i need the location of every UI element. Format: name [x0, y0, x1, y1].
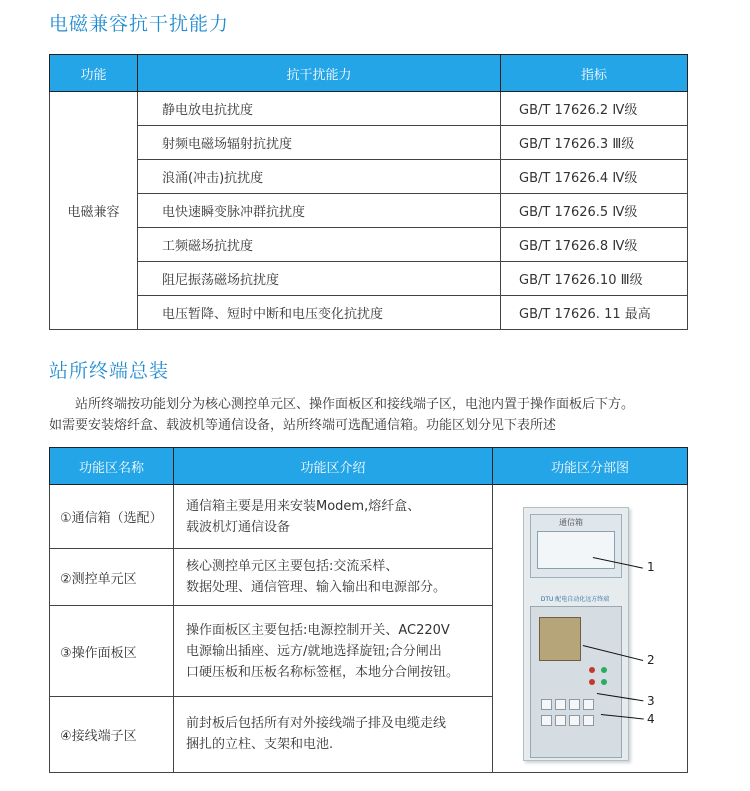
immunity-standard: GB/T 17626.5 Ⅳ级 [501, 194, 688, 228]
cabinet-figure [493, 485, 688, 772]
immunity-name: 射频电磁场辐射抗扰度 [138, 126, 501, 160]
terminal-icon [541, 699, 552, 710]
table-row [50, 262, 688, 296]
description-line: 通信箱主要是用来安装Modem,熔纤盒、 [186, 498, 421, 514]
immunity-standard: GB/T 17626. 11 最高 [501, 296, 688, 330]
table-row [50, 485, 688, 549]
station-intro-paragraph [49, 394, 699, 436]
zone-figure-cell [493, 485, 688, 773]
description-line: 口硬压板和压板名称标签框，本地分合闸按钮。 [186, 664, 460, 680]
terminal-icon [569, 699, 580, 710]
terminal-icon [541, 715, 552, 726]
table-row [50, 296, 688, 330]
immunity-name: 静电放电抗扰度 [138, 92, 501, 126]
knob-icon [589, 667, 595, 673]
terminal-icon [569, 715, 580, 726]
station-section-title: 站所终端总装 [49, 360, 170, 382]
emc-section-title: 电磁兼容抗干扰能力 [49, 13, 230, 35]
immunity-standard: GB/T 17626.10 Ⅲ级 [501, 262, 688, 296]
callout-number: 3 [647, 694, 655, 708]
function-cell: 电磁兼容 [50, 92, 138, 330]
header-zone-intro: 功能区介绍 [174, 448, 493, 485]
description-line: 载波机灯通信设备 [186, 519, 291, 535]
emc-table [49, 54, 688, 330]
knob-icon [589, 679, 595, 685]
header-immunity: 抗干扰能力 [138, 55, 501, 92]
description-line: 捆扎的立柱、支架和电池. [186, 737, 334, 753]
immunity-standard: GB/T 17626.8 Ⅳ级 [501, 228, 688, 262]
description-line: 核心测控单元区主要包括:交流采样、 [186, 559, 399, 575]
table-row [50, 194, 688, 228]
immunity-name: 电压暂降、短时中断和电压变化抗扰度 [138, 296, 501, 330]
zone-description [174, 485, 493, 549]
communication-box-window [537, 531, 615, 569]
cabinet-panel [530, 606, 622, 758]
table-row [50, 126, 688, 160]
zone-name: ②测控单元区 [50, 549, 174, 606]
callout-number: 1 [647, 560, 655, 574]
paragraph-line: 如需要安装熔纤盒、载波机等通信设备，站所终端可选配通信箱。功能区划分见下表所述 [49, 418, 557, 433]
dtu-cabinet-image [523, 507, 629, 761]
zone-description [174, 549, 493, 606]
immunity-name: 浪涌(冲击)抗扰度 [138, 160, 501, 194]
terminal-icon [555, 699, 566, 710]
header-indicator: 指标 [501, 55, 688, 92]
header-zone-name: 功能区名称 [50, 448, 174, 485]
cabinet-head-label: DTU 配电自动化远方终端 [540, 596, 610, 603]
immunity-name: 电快速瞬变脉冲群抗扰度 [138, 194, 501, 228]
table-row [50, 160, 688, 194]
knob-icon [601, 667, 607, 673]
zone-name: ①通信箱（选配） [50, 485, 174, 549]
header-zone-figure: 功能区分部图 [493, 448, 688, 485]
zone-name: ④接线端子区 [50, 696, 174, 772]
control-unit-rack [539, 617, 581, 661]
emc-table-header [50, 55, 688, 92]
callout-number: 4 [647, 712, 655, 726]
terminal-icon [583, 715, 594, 726]
communication-box [530, 514, 622, 578]
table-row [50, 228, 688, 262]
table-row [50, 92, 688, 126]
description-line: 电源输出插座、远方/就地选择旋钮;合分闸出 [186, 643, 442, 659]
description-line: 数据处理、通信管理、输入输出和电源部分。 [186, 580, 447, 596]
zone-table [49, 447, 688, 773]
terminal-icon [555, 715, 566, 726]
paragraph-line: 站所终端按功能划分为核心测控单元区、操作面板区和接线端子区，电池内置于操作面板后下方。 [75, 397, 635, 412]
immunity-standard: GB/T 17626.3 Ⅲ级 [501, 126, 688, 160]
header-function: 功能 [50, 55, 138, 92]
immunity-name: 阻尼振荡磁场抗扰度 [138, 262, 501, 296]
description-line: 前封板后包括所有对外接线端子排及电缆走线 [186, 716, 447, 732]
knob-icon [601, 679, 607, 685]
zone-name: ③操作面板区 [50, 606, 174, 696]
callout-number: 2 [647, 653, 655, 667]
zone-table-header [50, 448, 688, 485]
zone-description [174, 696, 493, 772]
zone-description [174, 606, 493, 696]
description-line: 操作面板区主要包括:电源控制开关、AC220V [186, 622, 450, 638]
immunity-standard: GB/T 17626.2 Ⅳ级 [501, 92, 688, 126]
immunity-name: 工频磁场抗扰度 [138, 228, 501, 262]
immunity-standard: GB/T 17626.4 Ⅳ级 [501, 160, 688, 194]
communication-box-label: 通信箱 [559, 518, 583, 527]
terminal-icon [583, 699, 594, 710]
